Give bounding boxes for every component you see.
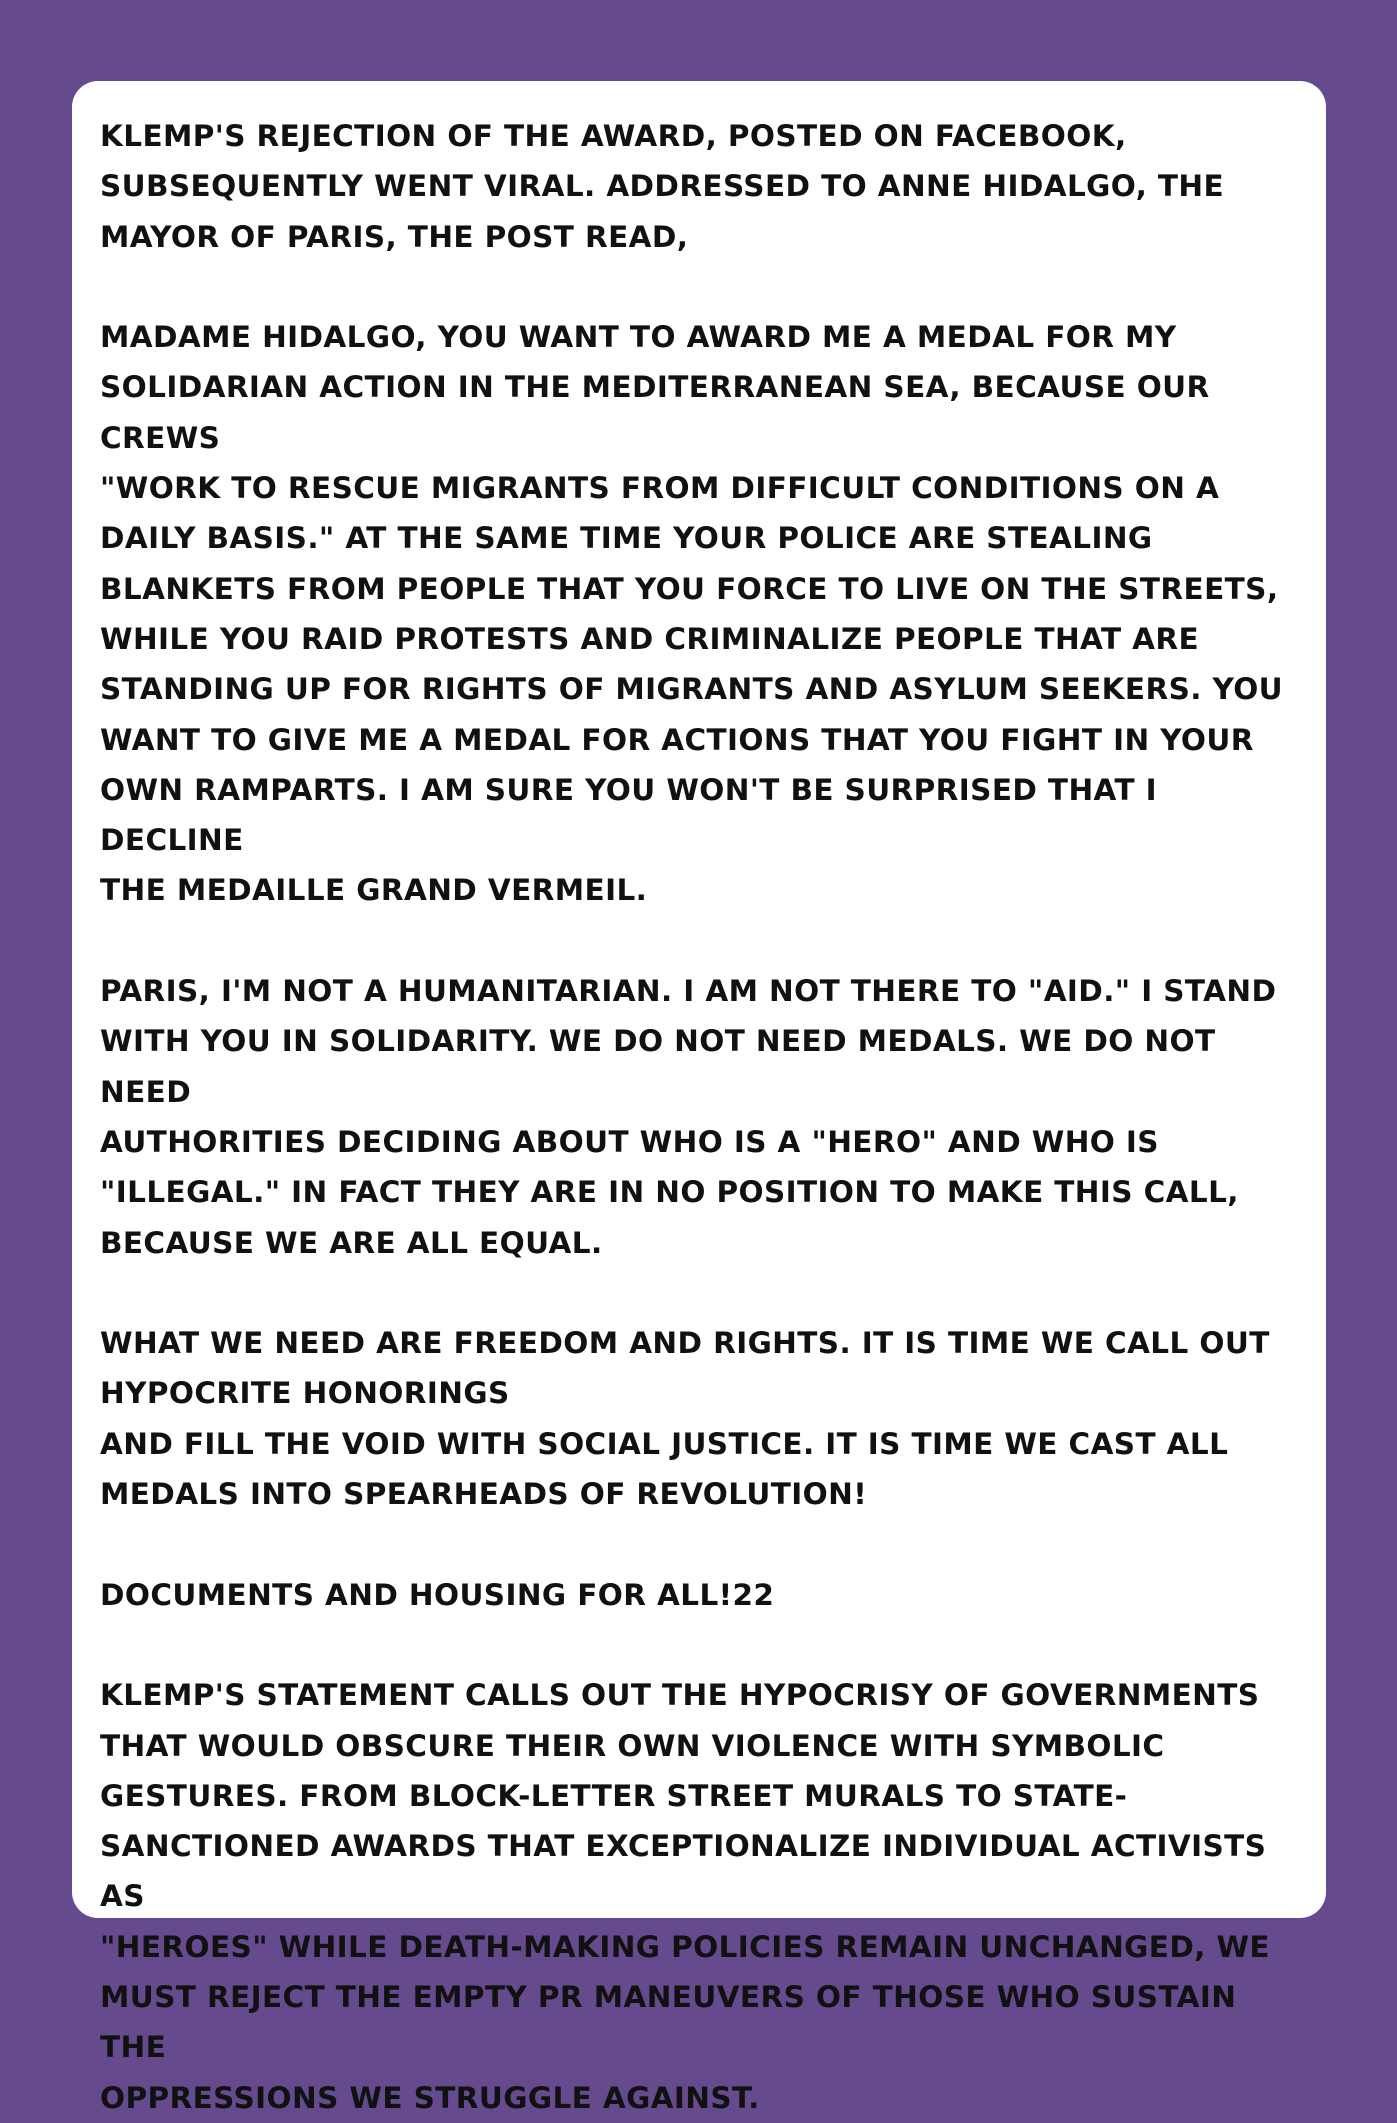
paragraph-gap <box>100 262 1296 312</box>
paragraph-gap <box>100 1620 1296 1670</box>
paragraph-gap <box>100 1268 1296 1318</box>
paragraph-gap <box>100 1519 1296 1569</box>
paragraph-documents-and-housing: DOCUMENTS AND HOUSING FOR ALL!22 <box>100 1577 775 1612</box>
paragraph-gap <box>100 916 1296 966</box>
text-card <box>72 81 1326 2115</box>
paragraph-freedom-and-rights: WHAT WE NEED ARE FREEDOM AND RIGHTS. IT IS TIME WE CALL OUT HYPOCRITE HONORINGS AND FILL THE VOID WITH SOCIAL JUSTICE. IT IS TIME WE CAST ALL MEDALS INTO SPEARHEADS OF REVOLUTION! <box>100 1326 1270 1512</box>
paragraph-klemp-statement-analysis: KLEMP'S STATEMENT CALLS OUT THE HYPOCRISY OF GOVERNMENTS THAT WOULD OBSCURE THEIR OWN VIOLENCE WITH SYMBOLIC GESTURES. FROM BLOCK-LETTER STREET MURALS TO STATE- SANCTIONED AWARDS THAT EXCEPTIONALIZE INDIVIDUAL ACTIVISTS AS "HEROES" WHILE DEATH-MAKING POLICIES REMAIN UNCHANGED, WE MUST REJECT THE EMPTY PR MANEUVERS OF THOSE WHO SUSTAIN THE OPPRESSIONS WE STRUGGLE AGAINST. <box>100 1678 1270 2115</box>
paragraph-solidarity: PARIS, I'M NOT A HUMANITARIAN. I AM NOT THERE TO "AID." I STAND WITH YOU IN SOLIDARITY. WE DO NOT NEED MEDALS. WE DO NOT NEED AUTHORITIES DECIDING ABOUT WHO IS A "HERO" AND WHO IS "ILLEGAL." IN FACT THEY ARE IN NO POSITION TO MAKE THIS CALL, BECAUSE WE ARE ALL EQUAL. <box>100 974 1277 1260</box>
paragraph-letter-to-hidalgo: MADAME HIDALGO, YOU WANT TO AWARD ME A MEDAL FOR MY SOLIDARIAN ACTION IN THE MEDITERRANEAN SEA, BECAUSE OUR CREWS "WORK TO RESCUE MIGRANTS FROM DIFFICULT CONDITIONS ON A DAILY BASIS." AT THE SAME TIME YOUR POLICE ARE STEALING BLANKETS FROM PEOPLE THAT YOU FORCE TO LIVE ON THE STREETS, WHILE YOU RAID PROTESTS AND CRIMINALIZE PEOPLE THAT ARE STANDING UP FOR RIGHTS OF MIGRANTS AND ASYLUM SEEKERS. YOU WANT TO GIVE ME A MEDAL FOR ACTIONS THAT YOU FIGHT IN YOUR OWN RAMPARTS. I AM SURE YOU WON'T BE SURPRISED THAT I DECLINE THE MEDAILLE GRAND VERMEIL. <box>100 320 1284 908</box>
paragraph-award-rejection-intro: KLEMP'S REJECTION OF THE AWARD, POSTED ON FACEBOOK, SUBSEQUENTLY WENT VIRAL. ADDRESSED TO ANNE HIDALGO, THE MAYOR OF PARIS, THE POST READ, <box>100 119 1225 254</box>
